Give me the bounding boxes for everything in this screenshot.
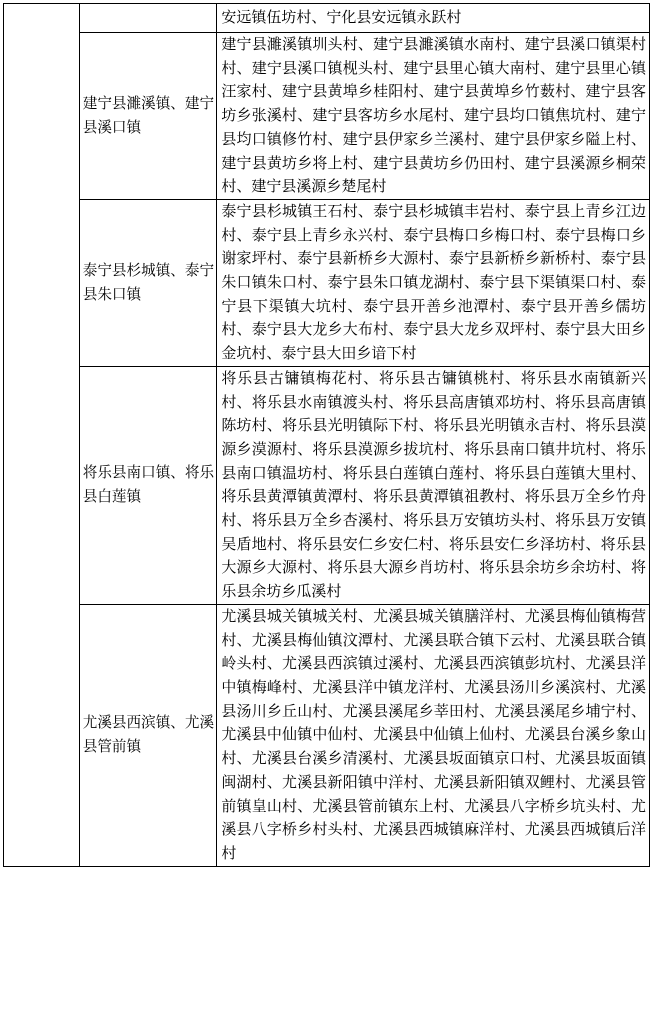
villages-cell: 尤溪县城关镇城关村、尤溪县城关镇膳洋村、尤溪县梅仙镇梅营村、尤溪县梅仙镇汶潭村、尤溪县联合镇下云村、尤溪县联合镇岭头村、尤溪县西滨镇过溪村、尤溪县西滨镇彭坑村、尤溪县洋中镇梅峰村、尤溪县洋中镇龙洋村、尤溪县汤川乡溪滨村、尤溪县汤川乡丘山村、尤溪县溪尾乡莘田村、尤溪县溪尾乡埔宁村、尤溪县中仙镇中仙村、尤溪县中仙镇上仙村、尤溪县台溪乡象山村、尤溪县台溪乡清溪村、尤溪县坂面镇京口村、尤溪县坂面镇闽湖村、尤溪县新阳镇中洋村、尤溪县新阳镇双鲤村、尤溪县管前镇皇山村、尤溪县管前镇东上村、尤溪县八字桥乡坑头村、尤溪县八字桥乡村头村、尤溪县西城镇麻洋村、尤溪县西城镇后洋村 — [217, 604, 650, 866]
villages-cell: 建宁县濉溪镇圳头村、建宁县濉溪镇水南村、建宁县溪口镇渠村村、建宁县溪口镇枧头村、建宁县里心镇大南村、建宁县里心镇汪家村、建宁县黄埠乡桂阳村、建宁县黄埠乡竹薮村、建宁县客坊乡张溪村、建宁县客坊乡水尾村、建宁县均口镇焦坑村、建宁县均口镇修竹村、建宁县伊家乡兰溪村、建宁县伊家乡隘上村、建宁县黄坊乡将上村、建宁县黄坊乡仍田村、建宁县溪源乡桐荣村、建宁县溪源乡楚尾村 — [217, 33, 650, 200]
table-row — [4, 604, 650, 866]
table-row — [4, 33, 650, 200]
villages-cell: 安远镇伍坊村、宁化县安远镇永跃村 — [217, 4, 650, 33]
area-cell: 建宁县濉溪镇、建宁县溪口镇 — [79, 33, 217, 200]
villages-cell: 将乐县古镛镇梅花村、将乐县古镛镇桃村、将乐县水南镇新兴村、将乐县水南镇渡头村、将乐县高唐镇邓坊村、将乐县高唐镇陈坊村、将乐县光明镇际下村、将乐县光明镇永吉村、将乐县漠源乡漠源村、将乐县漠源乡拔坑村、将乐县南口镇井坑村、将乐县南口镇温坊村、将乐县白莲镇白莲村、将乐县白莲镇大里村、将乐县黄潭镇黄潭村、将乐县黄潭镇祖教村、将乐县万全乡竹舟村、将乐县万全乡杏溪村、将乐县万安镇坊头村、将乐县万安镇吴盾地村、将乐县安仁乡安仁村、将乐县安仁乡泽坊村、将乐县大源乡大源村、将乐县大源乡肖坊村、将乐县余坊乡余坊村、将乐县余坊乡瓜溪村 — [217, 366, 650, 604]
table-row — [4, 4, 650, 33]
area-cell: 将乐县南口镇、将乐县白莲镇 — [79, 366, 217, 604]
city-cell — [4, 4, 80, 867]
area-cell: 泰宁县杉城镇、泰宁县朱口镇 — [79, 199, 217, 366]
villages-cell: 泰宁县杉城镇王石村、泰宁县杉城镇丰岩村、泰宁县上青乡江边村、泰宁县上青乡永兴村、泰宁县梅口乡梅口村、泰宁县梅口乡谢家坪村、泰宁县新桥乡大源村、泰宁县新桥乡新桥村、泰宁县朱口镇朱口村、泰宁县朱口镇龙湖村、泰宁县下渠镇渠口村、泰宁县下渠镇大坑村、泰宁县开善乡池潭村、泰宁县开善乡儒坊村、泰宁县大龙乡大布村、泰宁县大龙乡双坪村、泰宁县大田乡金坑村、泰宁县大田乡谙下村 — [217, 199, 650, 366]
area-cell: 尤溪县西滨镇、尤溪县管前镇 — [79, 604, 217, 866]
table-row — [4, 366, 650, 604]
village-table — [3, 3, 650, 867]
table-row — [4, 199, 650, 366]
area-cell — [79, 4, 217, 33]
